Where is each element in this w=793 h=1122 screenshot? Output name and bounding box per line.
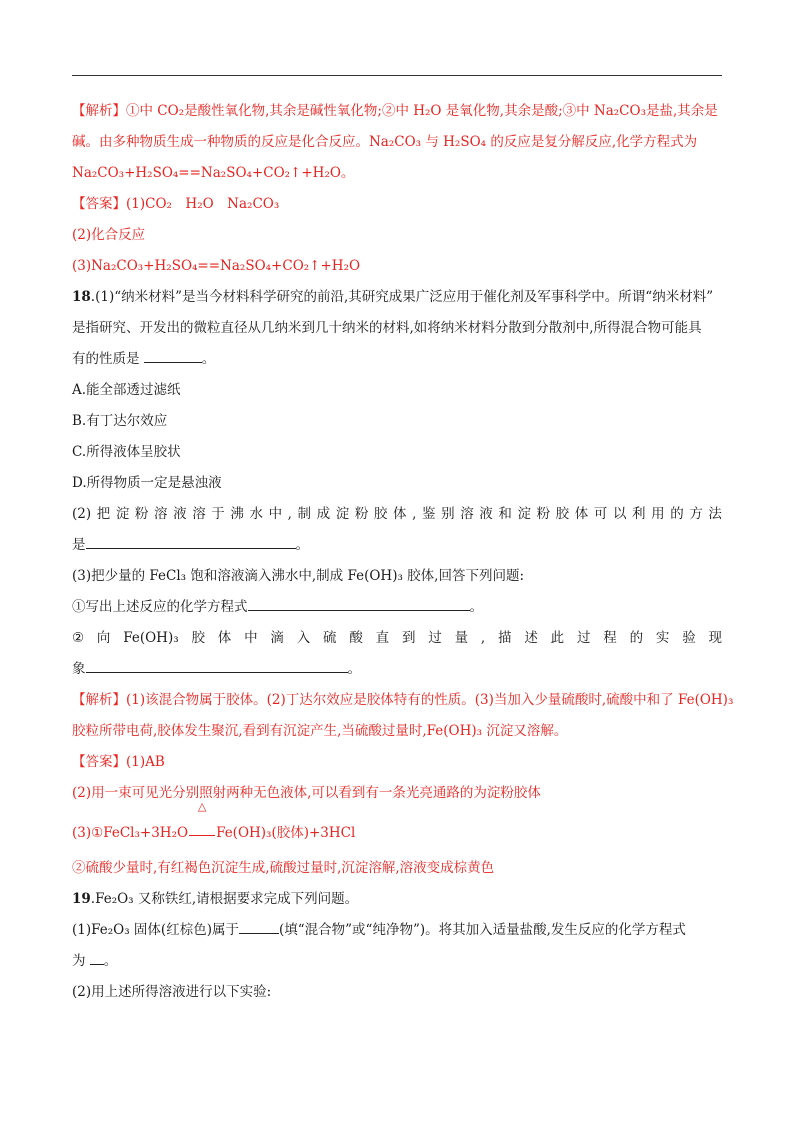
spread-char: 胶 [191, 630, 205, 646]
spread-char: 到 [401, 630, 416, 646]
q18-option-b: B.有丁达尔效应 [72, 413, 168, 429]
analysis-18-line-1: 【解析】(1)该混合物属于胶体。(2)丁达尔效应是胶体特有的性质。(3)当加入少量硫酸时,硫酸中和了 Fe(OH)₃ [72, 692, 734, 708]
spread-char: 描 [498, 630, 512, 646]
q18-intro-line-2: 是指研究、开发出的微粒直径从几纳米到几十纳米的材料,如将纳米材料分散到分散剂中,所得混合物可能具 [72, 320, 702, 336]
answer-tag: 【答案】 [72, 754, 126, 770]
spread-char: 体 [393, 506, 407, 522]
spread-char: 验 [682, 630, 696, 646]
page-content [72, 96, 734, 1008]
q18-intro-line-3: 有的性质是 。 [72, 344, 722, 375]
question-number: 18 [72, 289, 91, 305]
spread-char: 用 [651, 506, 665, 522]
analysis-17-line-2: 碱。由多种物质生成一种物质的反应是化合反应。Na₂CO₃ 与 H₂SO₄ 的反应是复分解反应,化学方程式为 [72, 134, 698, 150]
analysis-18-line-2: 胶粒所带电荷,胶体发生聚沉,看到有沉淀产生,当硫酸过量时,Fe(OH)₃ 沉淀又溶解。 [72, 723, 568, 739]
spread-char: 鉴 [422, 506, 436, 522]
q18-option-d: D.所得物质一定是悬浊液 [72, 475, 222, 491]
spread-char: 的 [629, 630, 644, 646]
q19-part-1-line-2: 为 。 [72, 946, 722, 977]
spread-char: 制 [297, 506, 312, 522]
answer-17-line-2: (2)化合反应 [72, 227, 146, 243]
spread-char: 粉 [134, 506, 149, 522]
spread-char: 向 [96, 630, 111, 646]
question-19 [72, 884, 722, 1008]
q19-part-1-line-1: (1)Fe₂O₃ 固体(红棕色)属于 (填“混合物”或“纯净物”)。将其加入适量盐酸,发生反应的化学方程式 [72, 915, 722, 946]
spread-char: 酸 [349, 630, 363, 646]
spread-char: , [480, 630, 486, 646]
spread-char: ② [72, 630, 85, 646]
q18-part-2-line-1 [72, 499, 722, 530]
answer-blank[interactable] [239, 917, 279, 934]
spread-char: 粉 [536, 506, 551, 522]
spread-char: 溶 [460, 506, 474, 522]
spread-char: , [412, 506, 417, 522]
analysis-17-line-3: Na₂CO₃+H₂SO₄==Na₂SO₄+CO₂↑+H₂O。 [72, 165, 355, 181]
spread-char: 于 [211, 506, 225, 522]
spread-char: 液 [479, 506, 493, 522]
spread-char: 溶 [154, 506, 168, 522]
answer-18-line-1: 【答案】(1)AB [72, 754, 165, 770]
spread-char: 成 [316, 506, 331, 522]
answer-18-line-3: (3)①FeCl₃+3H₂O △ Fe(OH)₃(胶体)+3HCl [72, 809, 722, 853]
answer-18 [72, 747, 722, 884]
answer-17 [72, 189, 722, 282]
spread-char: 实 [655, 630, 670, 646]
answer-17-line-1: 【答案】(1)CO₂ H₂O Na₂CO₃ [72, 196, 280, 212]
spread-char: 胶 [373, 506, 388, 522]
spread-char: 淀 [115, 506, 130, 522]
spread-char: (2) [72, 506, 92, 522]
answer-tag: 【答案】 [72, 196, 126, 212]
answer-blank[interactable] [86, 532, 296, 549]
analysis-17-line-1: 【解析】①中 CO₂是酸性氧化物,其余是碱性氧化物;②中 H₂O 是氧化物,其余是酸;③中 Na₂CO₃是盐,其余是 [72, 103, 718, 119]
header-rule [72, 75, 722, 76]
spread-char: 液 [173, 506, 187, 522]
spread-char: 以 [612, 506, 627, 522]
spread-char: 溶 [192, 506, 206, 522]
analysis-18 [72, 685, 734, 747]
heating-condition-symbol: △ [188, 813, 216, 853]
spread-char: 别 [441, 506, 455, 522]
q18-part-3-intro: (3)把少量的 FeCl₃ 饱和溶液滴入沸水中,制成 Fe(OH)₃ 胶体,回答下列问题: [72, 568, 524, 584]
spread-char: 和 [498, 506, 512, 522]
answer-blank[interactable] [248, 594, 470, 611]
spread-char: 淀 [335, 506, 350, 522]
question-number: 19 [72, 891, 91, 907]
spread-char: 粉 [354, 506, 369, 522]
spread-char: 现 [708, 630, 722, 646]
answer-blank[interactable] [144, 346, 202, 363]
analysis-tag: 【解析】 [72, 692, 126, 708]
spread-char: Fe(OH)₃ [123, 630, 179, 646]
spread-char: 述 [524, 630, 538, 646]
spread-char: 淀 [517, 506, 531, 522]
q19-intro: 19.Fe₂O₃ 又称铁红,请根据要求完成下列问题。 [72, 891, 359, 907]
question-18 [72, 282, 722, 685]
q19-part-2: (2)用上述所得溶液进行以下实验: [72, 984, 272, 1000]
q18-part-3-sub-1: ①写出上述反应的化学方程式 。 [72, 592, 722, 623]
q18-part-3-sub-2-line-2: 象 。 [72, 654, 722, 685]
answer-18-line-4: ②硫酸少量时,有红褐色沉淀生成,硫酸过量时,沉淀溶解,溶液变成棕黄色 [72, 860, 495, 876]
spread-char: 胶 [555, 506, 570, 522]
spread-char: 的 [670, 506, 684, 522]
spread-char: 过 [576, 630, 591, 646]
spread-char: 把 [96, 506, 111, 522]
answer-18-line-2: (2)用一束可见光分别照射两种无色液体,可以看到有一条光亮通路的为淀粉胶体 [72, 785, 541, 801]
q18-option-a: A.能全部透过滤纸 [72, 382, 181, 398]
spread-char: 方 [689, 506, 703, 522]
q18-option-c: C.所得液体呈胶状 [72, 444, 181, 460]
answer-17-line-3: (3)Na₂CO₃+H₂SO₄==Na₂SO₄+CO₂↑+H₂O [72, 258, 361, 274]
q18-intro-line-1: 18.(1)“纳米材料”是当今材料科学研究的前沿,其研究成果广泛应用于催化剂及军事科学中。所谓“纳米材料” [72, 289, 714, 305]
spread-char: 水 [249, 506, 263, 522]
analysis-tag: 【解析】 [72, 103, 126, 119]
q18-part-3-sub-2-line-1 [72, 623, 722, 654]
answer-blank[interactable] [86, 656, 348, 673]
spread-char: 体 [217, 630, 232, 646]
spread-char: 过 [428, 630, 442, 646]
spread-char: 体 [574, 506, 589, 522]
spread-char: 法 [708, 506, 722, 522]
spread-char: 中 [244, 630, 258, 646]
spread-char: 可 [593, 506, 608, 522]
spread-char: 入 [296, 630, 311, 646]
spread-char: 沸 [230, 506, 244, 522]
answer-blank[interactable] [90, 948, 104, 965]
spread-char: 中 [268, 506, 283, 522]
spread-char: 利 [632, 506, 646, 522]
spread-char: 量 [454, 630, 469, 646]
q18-part-2-line-2: 是 。 [72, 530, 722, 561]
spread-char: 程 [603, 630, 617, 646]
spread-char: 此 [550, 630, 565, 646]
spread-char: 硫 [323, 630, 337, 646]
spread-char: , [287, 506, 292, 522]
spread-char: 直 [375, 630, 390, 646]
analysis-17 [72, 96, 722, 189]
spread-char: 滴 [270, 630, 284, 646]
